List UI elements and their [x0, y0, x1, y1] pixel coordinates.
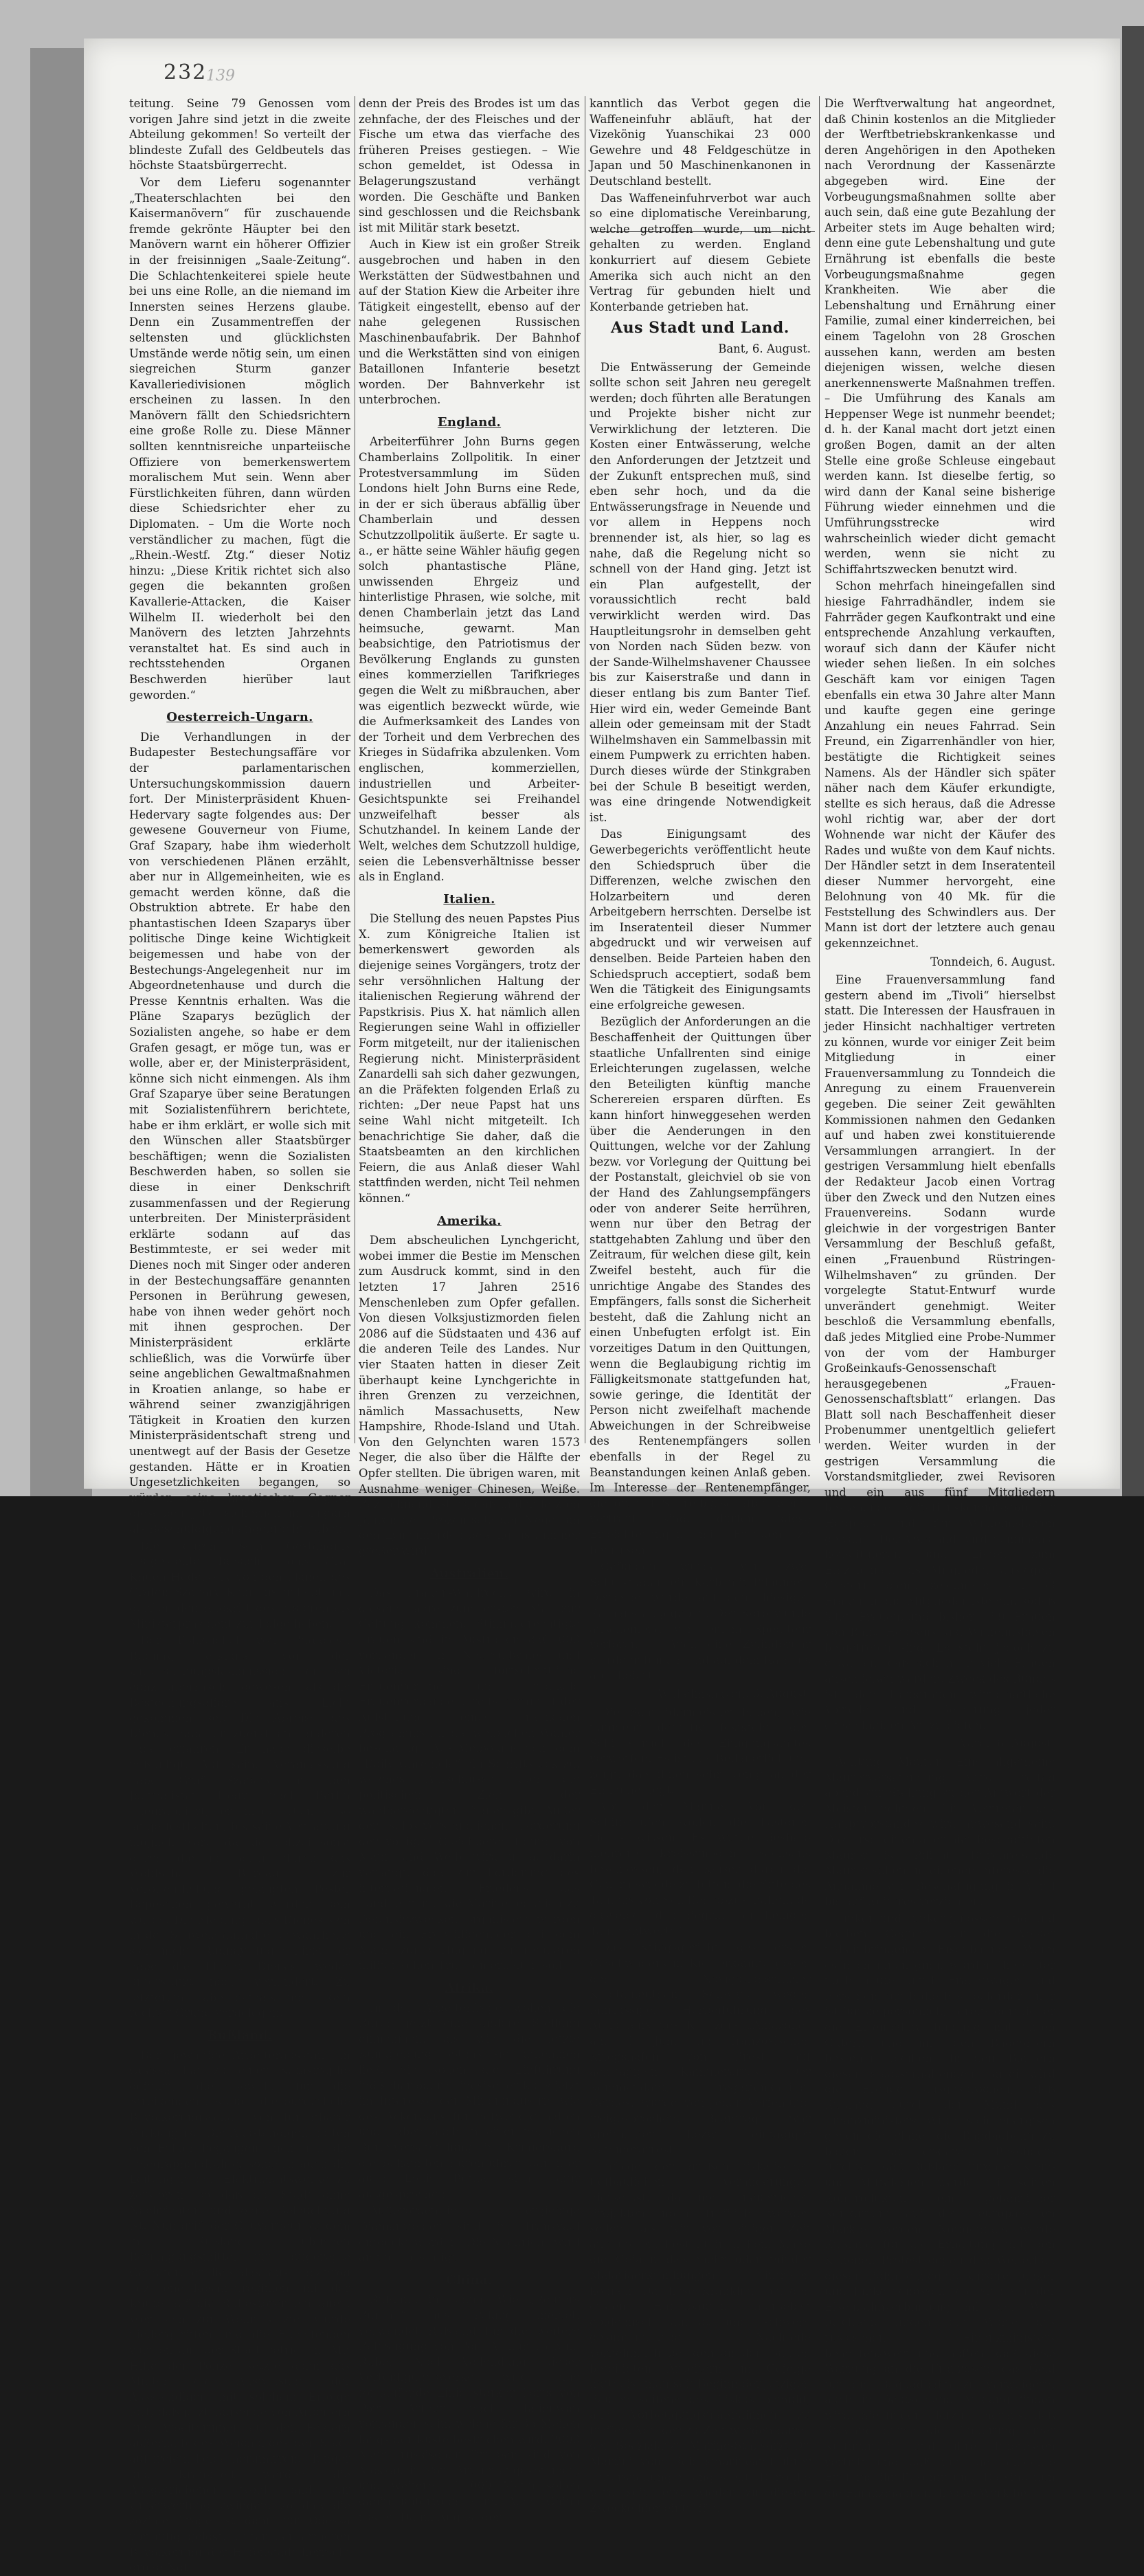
- section-heading-austria: Oesterreich-Ungarn.: [166, 710, 313, 725]
- column-1: [129, 96, 350, 2575]
- article-paragraph: Die durch sein Geständnis festgestellte Tatsache, daß Graf Khuen Hedervary von den Plänen des Grafen Szapary Kenntnis gehabt hat, dürften den Rückritt des ersteren als Ministerpräsident zur Folge haben.: [129, 1539, 350, 1630]
- section-heading-africa: Afrika.: [445, 1981, 494, 1996]
- column-4: [825, 96, 1055, 2500]
- article-paragraph: Junker und Junkergenossen find und bleiben Gegner der die Völker naheinbringenden Eisenbahnen. Wenn es nach ihnen ging, würden die Güter noch heute durch Frachtwagen und Personen durch die Post befördert, nur ist für sie persönlich, bereits dort lieber die Eisenbahnverbindung mit ihren Gütern und mit den Badeörtern bestehen bleiben. In den Blättern dieser staatserhaltenden Partei wird die Freude ausgesprochen, daß Rußland durch den Mund des Finanzministers Witte sich energisch gegen die Pläne, die Bagdadbahn zu bauen, hat erklären. Besonders fürchtet, daß Rußland fürchtet Klein- und Mittelasien werde mit seinen Rohprodukten ein gefährlicher Konkurrent auf dem europäischen Markte werden. Nötigenfalls werde Rußland für die Erhaltung mit den Kanonen Protest gegen den Weiterbau dieser Bahn einlegen. Unsere Junker und Junkergenossen, die sich vor der Eisenbahnverbindung mit der Welt fürchten, finden die Worte des russischen Finanzministers beachtenswert und hoffen, daß diese Warnung an die Franzosen, das Geld für die Bagdadbahn zu verweigern, auch in Deutschland Anklang finden wird. Sie finden plötzlich heraus, daß Rußland durch die Hinderung einer Kulturarbeit und ihre Interessen vertritt und daß nur die schlechte Erbfeind ihr Busenfreund. Da sind nun die Finanzmänner, die das Werk be-: [825, 1911, 1055, 2500]
- section-heading-local: Aus Stadt und Land.: [611, 319, 789, 337]
- section-heading-america: Amerika.: [437, 1213, 502, 1228]
- article-paragraph: Auch in Kiew ist ein großer Streik ausgebrochen und haben in den Werkstätten der Südwestbahnen und auf der Station Kiew die Arbeiter ihre Tätigkeit eingestellt, ebenso auf der nahe gelegenen Russischen Maschinenbaufabrik. Der Bahnhof und die Werkstätten sind von einigen Bataillonen Infanterie besetzt worden. Der Bahnverkehr ist unterbrochen.: [359, 238, 580, 407]
- article-paragraph: Die Entwässerung der Gemeinde sollte schon seit Jahren neu geregelt werden; doch führten alle Beratungen und Projekte bisher nicht zur Verwirklichung der letzteren. Die Kosten einer Entwässerung, welche den Anforderungen der Jetztzeit und der Zukunft entsprechen muß, sind eben sehr hoch, und da die Entwässerungsfrage in Neuende und vor allem in Heppens noch brennender ist, als hier, so lag es nahe, daß die Regelung nicht so schnell von der Hand ging. Jetzt ist ein Plan aufgestellt, der voraussichtlich recht bald verwirklicht werden wird. Das Hauptleitungsrohr in demselben geht von Norden nach Süden bezw. von der Sande-Wilhelmshavener Chaussee bis zur Kaiserstraße und dann in dieser entlang bis zum Banter Tief. Hier wird ein, weder Gemeinde Bant allein oder gemeinsam mit der Stadt Wilhelmshaven ein Sammelbassin mit einem Pumpwerk zu errichten haben. Durch dieses würde der Stinkgraben bei der Schule B beseitigt werden, was eine dringende Notwendigkeit ist.: [590, 360, 811, 824]
- article-paragraph: Gefunden wurde von zwei Schulknaben ein Korb mit Pflaumen. Derselbe wurde auf dem hiesigen Rathaus abgegeben. Der Korb wurde anscheinend von einem Spediteur verloren. – Auch eine Zylinderuhr wurde gefunden und auf dem Rathaus abgeliefert.: [590, 1560, 811, 1683]
- article-paragraph: Das Einigungsamt des Gewerbegerichts veröffentlicht heute den Schiedspruch über die Differenzen, welche zwischen den Holzarbeitern und deren Arbeitgebern herrschten. Derselbe ist im Inseratenteil dieser Nummer abgedruckt und wir verweisen auf denselben. Beide Parteien haben den Schiedspruch acceptiert, sodaß bem Wen die Tätigkeit des Einigungsamts eine erfolgreiche gewesen.: [590, 828, 811, 1012]
- article-paragraph: Der Polizeichef von Budapest, Rudnay, erklärte vor der Untersuchungskommission, er sei ganz überrascht gewesen, als die Bestechungsaffäre ans Licht gekommen sei. Die Abreise des Dienes habe er zuerst am anderen Tage erfahren. Er habe dieselbe mißbilligt. Auf seine Veranlassung habe Graf Szapary an den Journalisten Hegyi nach Berlin telegraphiert, er möge Dienes so lange festhalten, bis seine Verhaftung möglich wäre, da die Polizei sonst durch die in Berlin durch das Wolffsche Bureau zur Veröffentlichung gelangten Pester Depeschen gewarnt worden sein würde. Die Meldung, daß Dienes sich in der Schweiz aufhalte, bewahrheite sich nicht. Rudnay fügte hinzu, er habe die Flucht Dienes' weder unterstützt noch verhindert. Zu letzterem habe damals noch kein rechter Grund vorgelegen.: [129, 1634, 350, 2020]
- article-paragraph: Die Verhandlungen in der Budapester Bestechungsaffäre vor der parlamentarischen Untersuchungskommission dauern fort. Der Ministerpräsident Khuen-Hedervary sagte folgendes aus: Der gewesene Gouverneur von Fiume, Graf Szapary, habe ihm wiederholt von verschiedenen Plänen erzählt, aber nur in Allgemeinheiten, wie es gemacht werden könne, daß die Obstruktion abtrete. Er habe den phantastischen Ideen Szaparys über politische Dinge keine Wichtigkeit beigemessen und habe von der Bestechungs-Angelegenheit nur im Abgeordnetenhause und durch die Presse Kenntnis erhalten. Was die Pläne Szaparys bezüglich der Sozialisten angehe, so habe er dem Grafen gesagt, er möge tun, was er wolle, aber er, der Ministerpräsident, könne sich nicht einmengen. Als ihm Graf Szaparye über seine Beratungen mit Sozialistenführern berichtete, habe er ihm erklärt, er wolle sich mit den Wünschen aller Staatsbürger beschäftigen; wenn die Sozialisten Beschwerden haben, so sollen sie diese in einer Denkschrift zusammenfassen und der Regierung unterbreiten. Der Ministerpräsident erklärte sodann auf das Bestimmteste, er sei weder mit Dienes noch mit Singer oder anderen in der Bestechungsaffäre genannten Personen in Berührung gewesen, habe von ihnen weder gehört noch mit ihnen gesprochen. Der Ministerpräsident erklärte schließlich, was die Vorwürfe über seine angeblichen Gewaltmaßnahmen in Kroatien anlange, so habe er während seiner zwanzigjährigen Tätigkeit in Kroatien den kurzen Ministerpräsidentschaft streng und unentwegt auf der Basis der Gesetze gestanden. Hätte er in Kroatien Ungesetzlichkeiten begangen, so würden seine kroatischen Gegner dieselben jetzt sicherlich in Ungarn als Beschuldigung angebracht haben.: [129, 730, 350, 1536]
- column-3: [590, 96, 811, 2515]
- article-paragraph: Die Werftverwaltung hat angeordnet, daß Chinin kostenlos an die Mitglieder der Werftbetriebskrankenkasse und deren Angehörigen in den Apotheken nach Verordnung der Kassenärzte abgegeben wird. Eine der Vorbeugungsmaßnahmen sollte aber auch sein, daß eine gute Bezahlung der Arbeiter stets im Auge behalten wird; denn eine gute Lebenshaltung und gute Ernährung ist ebenfalls die beste Vorbeugungsmaßnahme gegen Krankheiten. Wie aber die Lebenshaltung und Ernährung einer Familie, zumal einer kinderreichen, bei einem Tagelohn von 28 Groschen aussehen kann, werden am besten diejenigen wissen, welche diesen anerkennenswerte Maßnahmen treffen. – Die Umführung des Kanals am Heppenser Wege ist nunmehr beendet; d. h. der Kanal macht dort jetzt einen großen Bogen, damit an der alten Stelle eine große Schleuse eingebaut werden kann. Ist dieselbe fertig, so wird dann der Kanal seine bisherige Führung wieder einnehmen und die Umführungsstrecke wird wahrscheinlich wieder dicht gemacht werden, wenn sie nicht zu Schiffahrtszwecken benutzt wird.: [825, 97, 1055, 576]
- article-paragraph: Das Kriegsgericht des ersten Geschwaders in Kiel erkannte gegen den Navigationsoffizier Kapitänleutnant Schwade wegen fahrlässiger Herbeiführung des Auflaufens des Kreuzers „Amazone“ am 1 Juni im französischen Kriegshafen von Brest auf achttägigen Kammerarrest. Der Kommandant, Fregattenkapitän Gerdes, wurde von jeder Verfehlung freigesprochen. Beantragt war dreitägiger bezw. eintägiger Kammerarrest.: [590, 1941, 811, 2157]
- article-paragraph: kanntlich das Verbot gegen die Waffeneinfuhr abläuft, hat der Vizekönig Yuanschikai 23 000 Gewehre und 48 Feldgeschütze in Japan und 50 Maschinenkanonen in Deutschland bestellt.: [590, 97, 811, 188]
- article-paragraph: Achtung, Maurer! Eine allgemeine Maurerversammlung wird Freitag abend zur Stellung zu der Antwort der Meister nehmen. Ein Vertreter des Hauptvorstandes wird anwesend sein. Das Erscheinen aller hier beschäftigten Maurer ist Pflicht. Durchreisende Maurer sollen im eigenen Interesse die Annahme von Beschäftigung in Varel bis auf weiteres verzichten.: [825, 1755, 1055, 1909]
- article-paragraph: Schon mehrfach hineingefallen sind hiesige Fahrradhändler, indem sie Fahrräder gegen Kaufkontrakt und eine entsprechende Anzahlung verkauften, worauf sich dann der Käufer nicht wieder sehen ließen. In ein solches Geschäft kam vor einigen Tagen ebenfalls ein etwa 30 Jahre alter Mann und kaufte gegen eine geringe Anzahlung ein neues Fahrrad. Sein Freund, ein Zigarrenhändler von hier, bestätigte die Richtigkeit seines Namens. Als der Händler sich später näher nach dem Käufer erkundigte, stellte es sich heraus, daß die Adresse wohl richtig war, aber der dort Wohnende war nicht der Käufer des Rades und wußte von dem Kauf nichts. Der Händler setzt in dem Inseratenteil dieser Nummer hervorgeht, eine Belohnung von 40 Mk. für die Feststellung des Schwindlers aus. Der Mann ist dort der letztere auch genau gekennzeichnet.: [825, 579, 1055, 951]
- page-number: 232: [164, 60, 208, 85]
- section-heading-russia: Rußland.: [207, 2028, 273, 2043]
- article-paragraph: Arbeiterführer John Burns gegen Chamberlains Zollpolitik. In einer Protestversammlung im Süden Londons hielt John Burns eine Rede, in der er sich überaus abfällig über Chamberlain und dessen Schutzzollpolitik äußerte. Er sagte u. a., er hätte seine Wähler häufig gegen solch phantastische Pläne, unwissenden Ehrgeiz und hinterlistige Phrasen, wie solche, mit denen Chamberlain jetzt das Land heimsuche, gewarnt. Man beabsichtige, den Patriotismus der Bevölkerung Englands zu gunsten eines kommerziellen Tarifkrieges gegen die Welt zu mißbrauchen, aber was eigentlich bezweckt würde, wie die Aufmerksamkeit des Landes von der Torheit und dem Verbrechen des Krieges in Südafrika abzulenken. Vom englischen, kommerziellen, industriellen und Arbeiter-Gesichtspunkte sei Freihandel unzweifelhaft besser als Schutzhandel. In keinem Lande der Welt, welches dem Schutzzoll huldige, seien die Lebensverhältnisse besser als in England.: [359, 435, 580, 884]
- article-paragraph: Von der Marine. Von den Schiffstaufen wollen die Pastoren nichts wissen. Es wurde deshalb mehrere Kreissynoden Sachsens beschlossen, den Kaiser durch die Generalsynode zu bitten, die Sitte des Taufens von Schiffen abzuschaffen, da dasselbe „den Begriff der heiligen Taufe entwerte“.: [590, 1800, 811, 1937]
- article-paragraph: Außerordentlich ergiebige Diamantfelder sind in Transvaal entdeckt worden. Die Nachricht wird amtlich bestätigt.: [359, 2204, 580, 2265]
- section-heading-australia: Australien.: [429, 1566, 509, 1581]
- article-paragraph: Die Stellung des neuen Papstes Pius X. zum Königreiche Italien ist bemerkenswert geworden als diejenige seines Vorgängers, trotz der sehr versöhnlichen Haltung der italienischen Regierung während der Papstkrisis. Pius X. hat nämlich allen Regierungen seine Wahl in offizieller Form mitgeteilt, nur der italienischen Regierung nicht. Ministerpräsident Zanardelli sah sich daher gezwungen, an die Präfekten folgenden Erlaß zu richten: „Der neue Papst hat uns seine Wahl nicht mitgeteilt. Ich benachrichtige Sie daher, daß die Staatsbeamten an den kirchlichen Feiern, die aus Anlaß dieser Wahl stattfinden werden, nicht Teil nehmen können.“: [359, 912, 580, 1205]
- column-2: [359, 96, 580, 2524]
- article-paragraph: Rußland in China. Wie „Reuters Bureau“ aus Peking meldet, verwendet Rußland für die weitere Befestigung von Port Arthur 13 Mill. Rubel. Nach Vollendung dieser Verteidigungswerke wird eine fortlaufende Linie starker Forts von Port Arthur nach Talienwan vorhanden sein, welche für 35 Meilen längs der Küste bestrichen wird. 2000 Mann russischer Truppen sind von Moskau in Port Arthur angekommen, und weitere 14 000 Mann sollen dahin unterwegs sein. Auch China rüstet. Da im August der: [359, 2293, 580, 2524]
- article-paragraph: Das Frauen-Wahlrecht wird in diesem Jahre zum ersten Mal zur Geltung kommen. Stimmberechtigte Frauen sind in Australien 850 000 vorhanden. In Neu-Südwales und Victoria sind fortschrittliche Frauenvereine und radikale Frauenverbände bereits eifrig mit der Aufstellung eines radikalen Programms für die weiblichen Wähler beschäftigt. Aus Melbourne geht dem „Daily Chronicle“ ein Schriftstück zu, welches Aufschlüsse über die politischen Ziele der wahlberechtigten Frauen gibt. Außer der selbstverständlichen Forderung der völligen Gleichberechtigung von Mann und Weib wird u. a. darin verlangt, daß zur Förderung des internationalen Friedens das Landheer und die Marine lediglich zu Defensivzwecken organisiert werden und ein Freiwilligenheer bei dem Mann zur Verfügung der regulären militärischen Truppen erhalten soll.: [359, 1586, 580, 1973]
- article-paragraph: Der gewaltige Arbeiterausstand in Odessa hat zu einer Katastrophe geführt, die sowohl für die Streikenden als auch die bürgerliche Bevölkerungsschaft von furchtbarer Wirkung ist. Die Ausständigen hatten den Fehler begangen, nicht nur die Telegraphendrähte, sondern auch die Leitungen der Elektrizitätswerke zu zerstören, so daß die Stadt ohne Nachrichten und ohne Beleuchtung ist. Nun griff der Gouverneur zu dem in Rußland üblichen Beruhigungsmittel für aufgeregte Gemüter: er ließ das aus Taganrog bezogene Kosakenregiment mit der Knute auf die Ruhestörer einhauen. Wer sich zur Wehr setzte, wurde niedergeritten und die Flüchtenden wurden aus der Stadt getrieben. Mit Hilfe der Polizei setzte dann das Militär die Ausweisung der Ausständigen mit solchem Erfolge fort, daß jetzt Tausende von Arbeitern und Arbeiterinnen auf den Feldern außerhalb des Weichbildes der Stadt auf freiem Felde herumirren. Hunger und Krankheit werden die Ausgetriebenen wohl bald zur Unterwerfung zwingen, so daß die soziale Frage ist dann für Odessa vorläufig gelöst. Unter der ärmeren Bevölkerung der Hafenstadt herrscht große Not,: [129, 2048, 350, 2575]
- article-paragraph: Eine Frauenversammlung fand gestern abend im „Tivoli“ hierselbst statt. Die Interessen der Hausfrauen in jeder Hinsicht nachhaltiger vertreten zu können, wurde vor einiger Zeit beim Mitgliedung in einer Frauenversammlung zu Tonndeich die Anregung zu einem Frauenverein gegeben. Die seiner Zeit gewählten Kommissionen nahmen den Gedanken auf und haben zwei konstituierende Versammlungen arrangiert. In der gestrigen Versammlung hielt ebenfalls der Redakteur Jacob einen Vortrag über den Zweck und den Nutzen eines Frauenvereins. Sodann wurde gleichwie in der vorgestrigen Banter Versammlung der Beschluß gefaßt, einen „Frauenbund Rüstringen-Wilhelmshaven“ zu gründen. Der vorgelegte Statut-Entwurf wurde unverändert genehmigt. Weiter beschloß die Versammlung ebenfalls, daß jedes Mitglied eine Probe-Nummer von der vom der Hamburger Großeinkaufs-Genossenschaft herausgegebenen „Frauen-Genossenschaftsblatt“ erlangen. Das Blatt soll nach Beschaffenheit dieser Probenummer unentgeltlich geliefert werden. Weiter wurden in der gestrigen Versammlung die Vorstandsmitglieder, zwei Revisoren und ein aus fünf Mitgliedern bestehende Agitationskommission für Heppens und für Wilhelmshaven gewählt. Der Vorstand wird demnächst konstituieren und Listen zum Einzeichnen als Mitglieder auslegen. Gestern abend zeichneten sich 53 Frauen in die Mitgliederliste ein, sodaß jetzt Frauenbund bisher 159 Frauen von Bant, Heppens und Wilhelmshaven beigetreten sind. Es steht jedoch zu erwarten, daß sich noch viele Frauen anschließen werden. Zweck des Bundes ist, den Hausfrauen wirtschaftliche Vorteile und Belehrung jeder einschlägigen Art zu bieten.: [825, 973, 1055, 1732]
- article-paragraph: teitung. Seine 79 Genossen vom vorigen Jahre sind jetzt in die zweite Abteilung gekommen! So verteilt der blindeste Zufall des Geldbeutels das höchste Staatsbürgerrecht.: [129, 97, 350, 173]
- dateline-tonndeich: Tonndeich, 6. August.: [930, 955, 1055, 968]
- dateline-varel: Varel, 6. August.: [960, 1737, 1055, 1751]
- section-heading-italy: Italien.: [443, 891, 495, 907]
- pencil-mark: 139: [206, 67, 235, 85]
- dateline-wilhelmshaven: Wilhelmshaven, 6. August.: [658, 1687, 811, 1700]
- article-paragraph: Das Waffeneinfuhrverbot war auch so eine diplomatische Vereinbarung, welche getroffen wurde, um nicht gehalten zu werden. England konkurriert auf diesem Gebiete Amerika sich auch nicht an den Vertrag für gebunden hielt und Konterbande getrieben hat.: [590, 191, 811, 313]
- article-paragraph: Infolge der großen fiskalischen tiefbaulichen Veränderungen hierselbst, da noch neuerlichen Projekten noch trefflich werden sollen, als wir vor einiger Zeit andeuteten, besteht in hohem Maße die Gefahr, daß mehr oder minder Malariaerkrankungen eintreten können. Da diese Krankheit bei den ersten Hafenbauten hierselbst epidemisch auftrat und schwere gesundheitliche Nachteile vornehmlich bei den an den Bauten beteiligten Arbeitern im Gefolge hatte, ist man seit Beginn der jetzigen Bauten seitens des Fiskus bemüht, alle Vorbeugungsmaßnahmen zu treffen. Von der zu Zeit werden durch den Spezialarzt, Marine-Stabsarzt Dr. Martini vom Reichsmarineamt ihrer Untersuchungen angestellt. Derselbe wird seit jetzt wieder zu diesem Zwecke hier eintreffen.: [590, 2159, 811, 2515]
- article-paragraph: Vor dem Lieferu sogenannter „Theaterschlachten bei den Kaisermanövern“ für zuschauende fremde gekrönte Häupter bei den Manövern warnt ein höherer Offizier in der freisinnigen „Saale-Zeitung“. Die Schlachtenkeiterei spiele heute bei uns eine Rolle, an die niemand im Innersten seines Herzens glaube. Denn ein Zusammentreffen der seltensten und glücklichsten Umstände werde nötig sein, um einen siegreichen Sturm ganzer Kavalleriedivisionen möglich erscheinen zu lassen. In den Manövern fällt den Schiedsrichtern eine große Rolle zu. Diese Männer sollten kenntnisreiche unparteiische Offiziere von bemerkenswertem moralischem Mut sein. Wenn aber Fürstlichkeiten führen, dann würden diese Schiedsrichter eher zu Diplomaten. – Um die Worte noch verständlicher zu machen, fügt die „Rhein.-Westf. Ztg.“ dieser Notiz hinzu: „Diese Kritik richtet sich also gegen die bekannten großen Kavallerie-Attacken, die Kaiser Wilhelm II. wiederholt bei den Manövern des letzten Jahrzehnts veranstaltet hat. Es sind auch in rechtsstehenden Organen Beschwerden hierüber laut geworden.“: [129, 175, 350, 702]
- article-paragraph: denn der Preis des Brodes ist um das zehnfache, der des Fleisches und der Fische um etwa das vierfache des früheren Preises gestiegen. – Wie schon gemeldet, ist Odessa in Belagerungszustand verhängt worden. Die Geschäfte und Banken sind geschlossen und die Reichsbank ist mit Militär stark besetzt.: [359, 97, 580, 234]
- article-paragraph: In der Arbeiterfrage wollen die Buren jetzt eine andere Stellung einnehmen, als wie die letzte Kundgebung Bothas sie annehmen ließ. Sie sollen die Einführung indischer oder chinesischer Kulis jetzt im Interesse der Minenindustrie wie des Ackerbaus für notwendig halten und haben auch in einer neulichen Burenversammlung in Krügersdorp die bekannten Burenführer, darunter auch Louis Botha, sich dafür ausgesprochen.: [359, 2001, 580, 2201]
- dateline-bant: Bant, 6. August.: [718, 342, 811, 355]
- article-paragraph: Bezüglich der Anforderungen an die Beschaffenheit der Quittungen über staatliche Unfallrenten sind einige Erleichterungen zugelassen, welche den Beteiligten künftig manche Scherereien ersparen dürften. Es kann hinfort hinweggesehen werden über die Aenderungen in den Quittungen, welche vor der Zahlung bezw. vor Vorlegung der Quittung bei der Postanstalt, gleichviel ob sie von der Hand des Zahlungsempfängers oder von anderer Seite herrühren, wenn nur über den Betrag der stattgehabten Zahlung und über den Zeitraum, für welchen diese gilt, kein Zweifel besteht, auch für die unrichtige Angabe des Standes des Empfängers, falls sonst die Sicherheit besteht, daß die Zahlung nicht an einen Unbefugten erfolgt ist. Ein vorzeitiges Datum in den Quittungen, wenn die Beglaubigung richtig im Fälligkeitsmonate stattgefunden hat, sowie geringe, die Identität der Person nicht zweifelhaft machende Abweichungen in der Schreibweise des Rentenempfängers sollen ebenfalls in der Regel zu Beanstandungen keinen Anlaß geben. Im Interesse der Rentenempfänger, die oft mit Schreibgeschäften wenig vertraut sind, dürfen diese Erleichterungen mit Freuden zu begrüßen.: [590, 1015, 811, 1557]
- article-paragraph: Die Schneidermeister haben, wie nunmehr definitiv feststeht, den Schiedspruch des Einigungsamtes verworfen. Es ist das Bedauerlich und zeigt, daß ihnen sehr wenig an der Einigung liegt.: [590, 1705, 811, 1797]
- binding-edge: [30, 48, 92, 1496]
- column-rule: [819, 96, 820, 1443]
- article-paragraph: Dem abscheulichen Lynchgericht, wobei immer die Bestie im Menschen zum Ausdruck kommt, sind in den letzten 17 Jahren 2516 Menschenleben zum Opfer gefallen. Von diesen Volksjustizmorden fielen 2086 auf die Südstaaten und 436 auf die anderen Teile des Landes. Nur vier Staaten hatten in dieser Zeit überhaupt keine Lynchgerichte in ihren Grenzen zu verzeichnen, nämlich Massachusetts, New Hampshire, Rhode-Island und Utah. Von den Gelynchten waren 1573 Neger, die also über die Hälfte der Opfer stellten. Die übrigen waren, mit Ausnahme weniger Chinesen, Weiße. Bezeichnend ist es, daß in den letzten Jahren der Prozentsatz der Neger an den Lynchmorden beteiligt ist, immer größer wird.: [359, 1234, 580, 1558]
- section-heading-china: China.: [446, 2272, 493, 2287]
- section-heading-england: England.: [437, 414, 502, 430]
- scanner-edge: [1122, 26, 1144, 1496]
